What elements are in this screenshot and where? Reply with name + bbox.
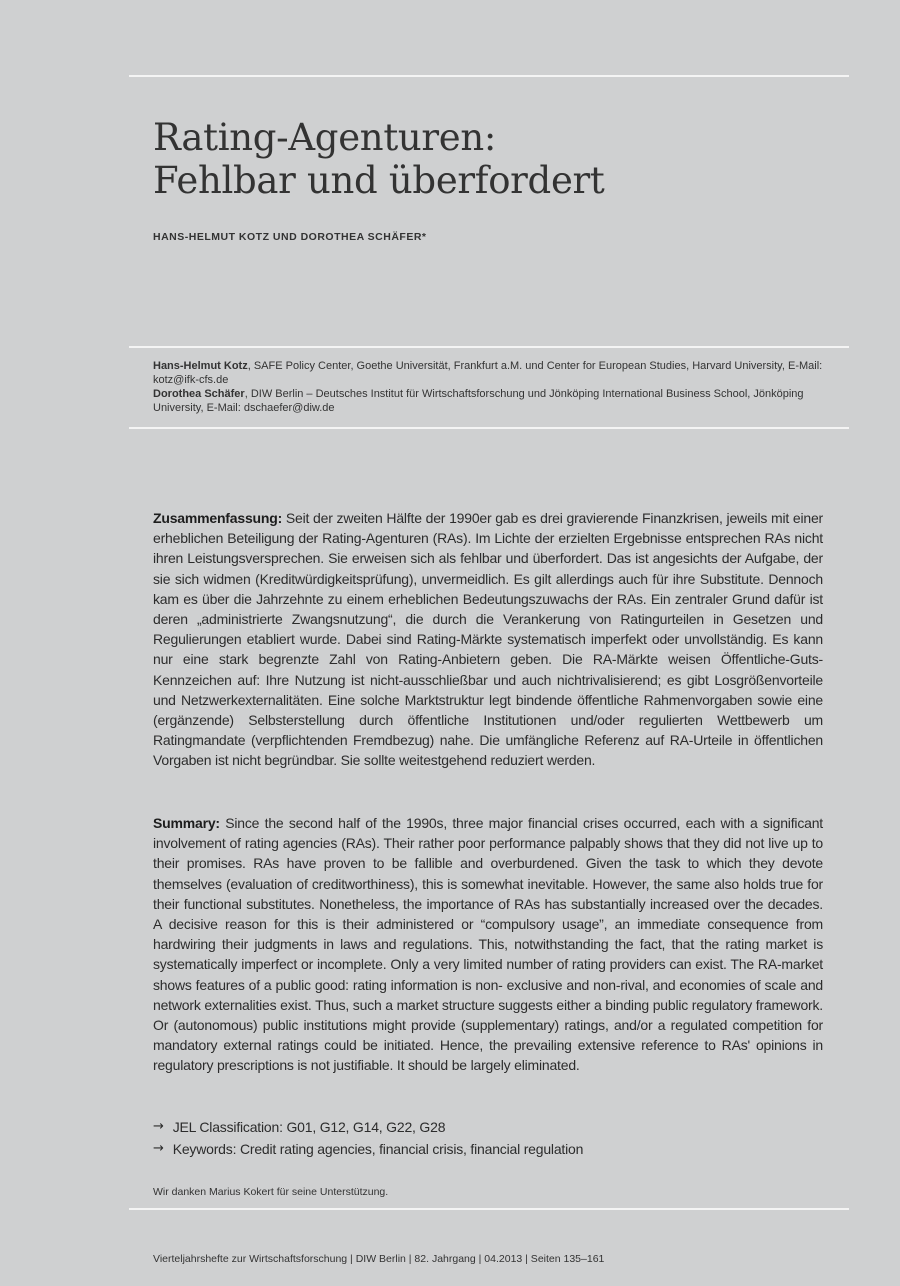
abstract-english [153, 813, 823, 1076]
affiliation-text: , DIW Berlin – Deutsches Institut für Wirtschaftsforschung und Jönköping International Business School, Jönköping University, E-Mail: dschaefer@diw.de [153, 388, 804, 414]
title-line-1: Rating-Agenturen: [153, 116, 497, 159]
jel-classification: JEL Classification: G01, G12, G14, G22, G28 [172, 1119, 446, 1135]
abstract-german-text: Seit der zweiten Hälfte der 1990er gab es drei gravierende Finanzkrisen, jeweils mit einer erheblichen Beteiligung der Rating-Agenturen (RAs). Im Lichte der erzielten Ergebnisse entsprechen RAs nicht ihren Leistungsversprechen. Sie erweisen sich als fehlbar und überfordert. Das ist angesichts der Aufgabe, der sie sich widmen (Kreditwürdigkeitsprüfung), unvermeidlich. Es gilt allerdings auch für ihre Substitute. Dennoch kam es über die Jahrzehnte zu einem erheblichen Bedeutungszuwachs der RAs. Ein zentraler Grund dafür ist deren „administrierte Zwangsnutzung“, die durch die Verankerung von Ratingurteilen in Gesetzen und Regulierungen etabliert wurde. Dabei sind Rating-Märkte systematisch imperfekt oder unvollständig. Es kann nur eine stark begrenzte Zahl von Rating-Anbietern geben. Die RA-Märkte weisen Öffentliche-Guts-Kennzeichen auf: Ihre Nutzung ist nicht-ausschließbar und auch nichtrivalisierend; es gibt Losgrößenvorteile und Netzwerkexternalitäten. Eine solche Marktstruktur legt bindende öffentliche Rahmenvorgaben sowie eine (ergänzende) Selbsterstellung durch öffentliche Institutionen und/oder regulierten Wettbewerb um Ratingmandate (verpflichtenden Fremdbezug) nahe. Die umfängliche Referenz auf RA-Urteile in öffentlichen Vorgaben ist nicht begründbar. Sie sollte weitestgehend reduziert werden. [153, 510, 824, 769]
affiliation-kotz [153, 359, 843, 387]
abstract-english-label: Summary: [153, 815, 220, 831]
affiliation-name: Dorothea Schäfer [153, 388, 245, 400]
title-line-2: Fehlbar und überfordert [153, 159, 605, 202]
affiliations [153, 359, 843, 415]
article-title [153, 116, 843, 202]
author-line: HANS-HELMUT KOTZ UND DOROTHEA SCHÄFER* [153, 231, 427, 243]
arrow-right-icon: → [153, 1141, 164, 1156]
keywords: Keywords: Credit rating agencies, financial crisis, financial regulation [172, 1141, 584, 1157]
affiliation-top-rule [129, 346, 849, 348]
classification-block [153, 1116, 843, 1160]
affiliation-schaefer [153, 387, 843, 415]
affiliation-text: , SAFE Policy Center, Goethe Universität, Frankfurt a.M. und Center for European Studies, Harvard University, E-Mail: kotz@ifk-cfs.de [153, 360, 823, 386]
top-rule [129, 75, 849, 77]
affiliation-bottom-rule [129, 427, 849, 429]
abstract-english-text: Since the second half of the 1990s, three major financial crises occurred, each with a significant involvement of rating agencies (RAs). Their rather poor performance palpably shows that they did not live up to their promises. RAs have proven to be fallible and overburdened. Given the task to which they devote themselves (evaluation of creditworthiness), this is somewhat inevitable. However, the same also holds true for their functional substitutes. Nonetheless, the importance of RAs has substantially increased over the decades. A decisive reason for this is their administered or “compulsory usage”, an immediate consequence from hardwiring their judgments in laws and regulations. This, notwithstanding the fact, that the rating market is systematically imperfect or incomplete. Only a very limited number of rating providers can exist. The RA-market shows features of a public good: rating information is non- exclusive and non-rival, and economies of scale and network externalities exist. Thus, such a market structure suggests either a binding public regulatory framework. Or (autonomous) public institutions might provide (supplementary) ratings, and/or a regulated competition for mandatory external ratings could be initiated. Hence, the prevailing extensive reference to RAs' opinions in regulatory prescriptions is not justifiable. It should be largely eliminated. [153, 815, 823, 1074]
acknowledgement: Wir danken Marius Kokert für seine Unterstützung. [153, 1186, 389, 1198]
abstract-german-label: Zusammenfassung: [153, 510, 283, 526]
jel-line [153, 1116, 843, 1138]
footer-rule [129, 1208, 849, 1210]
keywords-line [153, 1138, 843, 1160]
affiliation-name: Hans-Helmut Kotz [153, 360, 248, 372]
abstract-german [153, 508, 823, 771]
arrow-right-icon: → [153, 1119, 164, 1134]
journal-footer: Vierteljahrshefte zur Wirtschaftsforschung | DIW Berlin | 82. Jahrgang | 04.2013 | Seiten 135–161 [153, 1253, 605, 1265]
